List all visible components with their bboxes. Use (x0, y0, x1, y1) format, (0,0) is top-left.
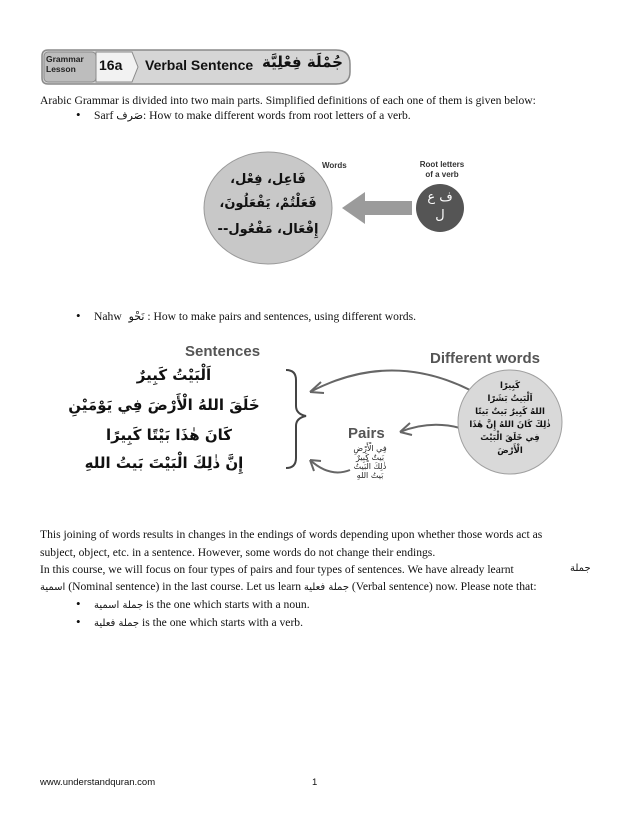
word-row-6: الْأَرْضَ (497, 446, 523, 456)
sarf-term: Sarf (94, 109, 114, 122)
note-1 (94, 598, 310, 613)
note-2 (94, 616, 303, 631)
nahw-definition: : How to make pairs and sentences, using different words. (147, 310, 417, 323)
body-line-4-arabic-2: جملة فعلية (303, 582, 350, 593)
note-1-text: is the one which starts with a noun. (146, 598, 310, 611)
footer-page-number: 1 (312, 777, 318, 788)
root-letters-label-line-1: Root letters (419, 160, 465, 169)
body-line-4-text-a: (Nominal sentence) in the last course. Let us learn (68, 580, 301, 593)
pair-4: بَيتُ اللهِ (356, 471, 384, 480)
derived-words-line-3: إِفْعَال، مَفْعُول-- (217, 222, 319, 237)
body-line-1: This joining of words results in changes in the endings of words depending upon whether those words act as (40, 528, 543, 541)
pair-2: بَيتٌ كَبِيرٌ (355, 453, 385, 462)
different-words-list (460, 380, 560, 458)
page-title-arabic: جُمْلَة فِعْلِيَّة (262, 53, 343, 71)
word-row-5: فِي خَلَقَ الْبَيْتَ (480, 433, 540, 443)
word-row-4: ذٰلِكَ كَانَ اللهُ إِنَّ هٰذَا (469, 420, 551, 430)
sentence-1: اَلْبَيْتُ كَبِيرٌ (136, 366, 212, 384)
bullet-nahw: • (76, 308, 81, 323)
note-2-text: is the one which starts with a verb. (142, 616, 304, 629)
sarf-arrow (342, 192, 412, 224)
page-title: Verbal Sentence (145, 57, 254, 73)
pairs-list (340, 444, 400, 480)
words-label: Words (322, 161, 347, 170)
sarf-diagram (190, 150, 510, 300)
sentences-brace (286, 370, 306, 468)
note-2-arabic: جملة فعلية (94, 618, 140, 629)
sarf-definition-line (94, 109, 411, 123)
nahw-term-arabic: نَحْو (128, 310, 145, 323)
lesson-number: 16a (99, 57, 123, 73)
root-letters-label (414, 160, 470, 180)
body-line-4-arabic-1: اسمية (40, 582, 66, 593)
different-words-label: Different words (430, 350, 541, 367)
bullet-sarf: • (76, 107, 81, 122)
nahw-definition-line (94, 310, 416, 324)
lesson-header (40, 44, 352, 86)
pair-3: ذٰلِكَ الْبَيتُ (353, 462, 387, 471)
derived-words-line-1: فَاعِل، فِعْل، (230, 172, 306, 187)
body-line-4 (40, 580, 537, 595)
bullet-note-1: • (76, 596, 81, 611)
intro-text: Arabic Grammar is divided into two main parts. Simplified definitions of each one of them is given below: (40, 94, 536, 107)
nahw-diagram (40, 340, 600, 485)
derived-words-line-2: فَعَلْتُمْ، يَفْعَلُونَ، (219, 196, 317, 211)
root-letters-label-line-2: of a verb (425, 170, 459, 179)
sentence-4: إِنَّ ذٰلِكَ الْبَيْتَ بَيتُ اللهِ (84, 454, 244, 472)
footer-website: www.understandquran.com (40, 777, 156, 788)
sentence-2: خَلَقَ اللهُ الْأَرْضَ فِي يَوْمَيْنِ (68, 396, 260, 414)
body-line-2: subject, object, etc. in a sentence. However, some words do not change their endings. (40, 546, 436, 559)
body-line-3-arabic: جملة (570, 563, 591, 574)
pairs-label: Pairs (348, 425, 385, 442)
body-line-3-text: In this course, we will focus on four types of pairs and four types of sentences. We have already learnt (40, 563, 514, 576)
sarf-definition: : How to make different words from root letters of a verb. (143, 109, 411, 122)
sentences-label: Sentences (185, 343, 261, 360)
sentence-3: كَانَ هٰذَا بَيْتًا كَبِيرًا (106, 426, 232, 444)
bullet-note-2: • (76, 614, 81, 629)
lesson-label-line-1: Grammar (46, 54, 84, 64)
body-line-3 (40, 563, 514, 577)
arrow-words-to-sentences (310, 370, 470, 392)
nahw-term: Nahw (94, 310, 122, 323)
word-row-3: اللهُ كَبِيرٌ بَيتٌ بَيتًا (475, 407, 545, 417)
root-letters-top: ف ع (427, 190, 453, 205)
word-row-2: اَلْبَيتُ بَشَرًا (487, 394, 533, 404)
body-line-4-text-b: (Verbal sentence) now. Please note that: (351, 580, 537, 593)
root-letters-bottom: ل (435, 208, 445, 223)
sarf-term-arabic: صَرف (116, 109, 144, 122)
word-row-1: كَبِيرًا (499, 381, 521, 391)
lesson-label-line-2: Lesson (46, 64, 76, 74)
lesson-label (46, 54, 84, 74)
pair-1: فِي الْأَرْضِ (353, 444, 387, 453)
arrow-words-to-pairs (400, 425, 460, 432)
note-1-arabic: جملة اسمية (94, 600, 144, 611)
